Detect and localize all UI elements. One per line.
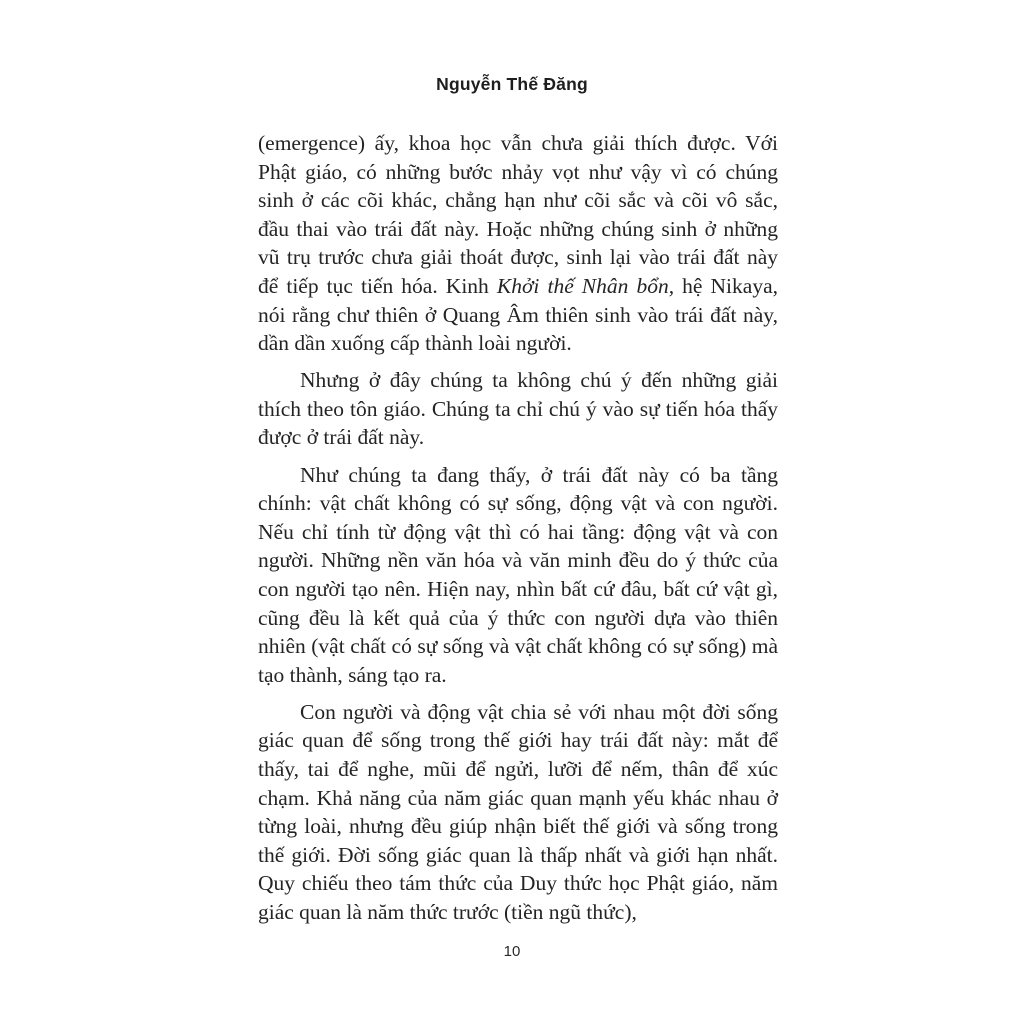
italic-text-segment: Khởi thế Nhân bổn,	[496, 273, 675, 298]
paragraph	[258, 366, 778, 452]
running-header: Nguyễn Thế Đăng	[436, 74, 588, 94]
paragraph	[258, 461, 778, 690]
text-segment: Như chúng ta đang thấy, ở trái đất này có ba tầng chính: vật chất không có sự sống, động vật và con người. Nếu chỉ tính từ động vật thì có hai tầng: động vật và con người. Những nền văn hóa và văn minh đều do ý thức của con người tạo nên. Hiện nay, nhìn bất cứ đâu, bất cứ vật gì, cũng đều là kết quả của ý thức con người dựa vào thiên nhiên (vật chất có sự sống và vật chất không có sự sống) mà tạo thành, sáng tạo ra.	[258, 462, 778, 687]
page-number: 10	[503, 943, 521, 960]
text-segment: (emergence) ấy, khoa học vẫn chưa giải thích được. Với Phật giáo, có những bước nhảy vọt như vậy vì có chúng sinh ở các cõi khác, chẳng hạn như cõi sắc và cõi vô sắc, đầu thai vào trái đất này. Hoặc những chúng sinh ở những vũ trụ trước chưa giải thoát được, sinh lại vào trái đất này để tiếp tục tiến hóa. Kinh	[258, 131, 778, 298]
text-segment: hệ Nikaya, nói rằng chư thiên ở Quang Âm thiên sinh vào trái đất này, dần dần xuống cấp thành loài người.	[258, 273, 778, 356]
text-segment: Nhưng ở đây chúng ta không chú ý đến những giải thích theo tôn giáo. Chúng ta chỉ chú ý vào sự tiến hóa thấy được ở trái đất này.	[258, 368, 778, 450]
text-segment: Con người và động vật chia sẻ với nhau một đời sống giác quan để sống trong thế giới hay trái đất này: mắt để thấy, tai để nghe, mũi để ngửi, lưỡi để nếm, thân để xúc chạm. Khả năng của năm giác quan mạnh yếu khác nhau ở từng loài, nhưng đều giúp nhận biết thế giới và sống trong thế giới. Đời sống giác quan là thấp nhất và giới hạn nhất. Quy chiếu theo tám thức của Duy thức học Phật giáo, năm giác quan là năm thức trước (tiền ngũ thức),	[258, 699, 778, 924]
paragraph	[258, 698, 778, 927]
body-text	[258, 129, 778, 935]
paragraph	[258, 129, 778, 358]
